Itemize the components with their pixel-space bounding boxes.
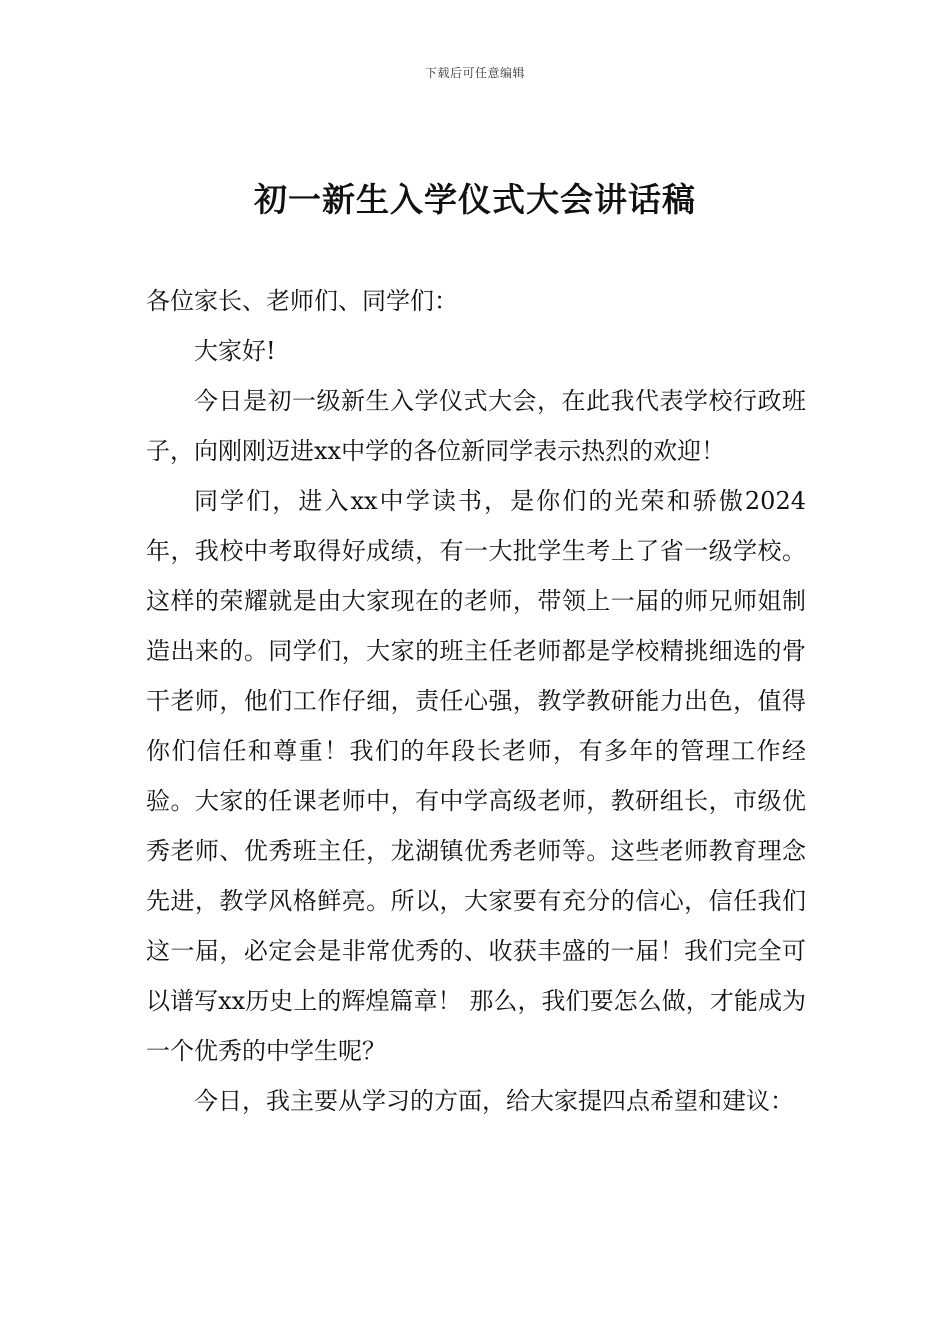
document-body <box>146 276 806 1126</box>
paragraph-main: 同学们，进入xx中学读书，是你们的光荣和骄傲2024年，我校中考取得好成绩，有一大批学生考上了省一级学校。这样的荣耀就是由大家现在的老师，带领上一届的师兄师姐制造出来的。同学们，大家的班主任老师都是学校精挑细选的骨干老师，他们工作仔细，责任心强，教学教研能力出色，值得你们信任和尊重！我们的年段长老师，有多年的管理工作经验。大家的任课老师中，有中学高级老师，教研组长，市级优秀老师、优秀班主任，龙湖镇优秀老师等。这些老师教育理念先进，教学风格鲜亮。所以，大家要有充分的信心，信任我们这一届，必定会是非常优秀的、收获丰盛的一届！我们完全可以谱写xx历史上的辉煌篇章！ 那么，我们要怎么做，才能成为一个优秀的中学生呢？ <box>146 487 806 1065</box>
salutation: 各位家长、老师们、同学们： <box>146 287 458 315</box>
paragraph-greeting: 大家好! <box>194 337 276 365</box>
document-title: 初一新生入学仪式大会讲话稿 <box>254 180 696 219</box>
paragraph-suggestions: 今日，我主要从学习的方面，给大家提四点希望和建议： <box>194 1087 794 1115</box>
paragraph-welcome: 今日是初一级新生入学仪式大会，在此我代表学校行政班子，向刚刚迈进xx中学的各位新同学表示热烈的欢迎！ <box>146 387 806 465</box>
header-note: 下载后可任意编辑 <box>424 66 525 80</box>
